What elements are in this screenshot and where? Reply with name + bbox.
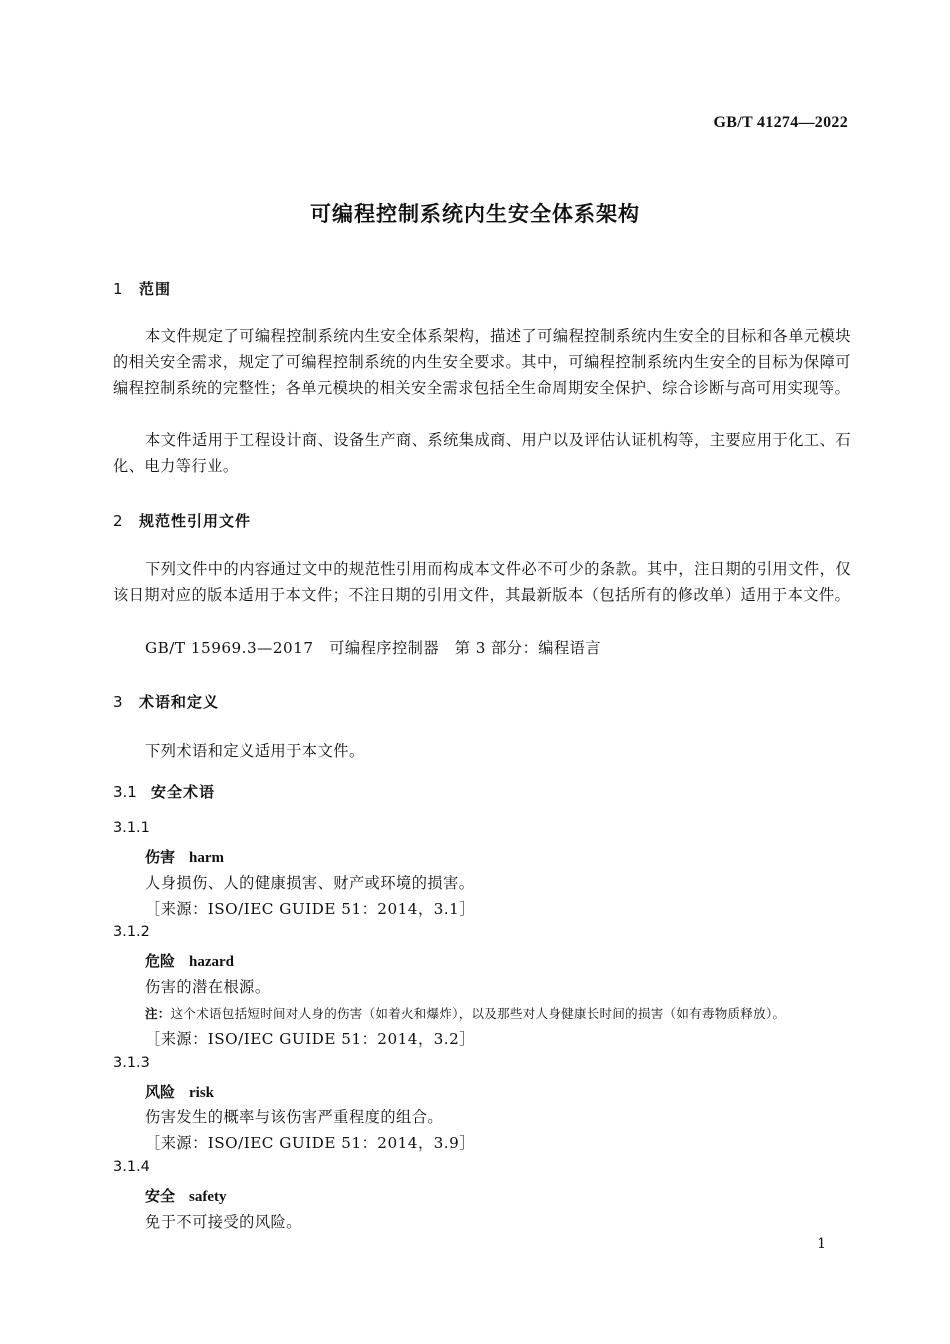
term-number: 3.1.1 <box>113 820 150 836</box>
section-3-heading <box>113 691 219 712</box>
term-source: ［来源：ISO/IEC GUIDE 51：2014，3.9］ <box>145 1134 475 1152</box>
term-definition: 免于不可接受的风险。 <box>145 1213 302 1231</box>
term-en: risk <box>189 1085 215 1101</box>
term-heading <box>145 950 234 971</box>
document-title: 可编程控制系统内生安全体系架构 <box>310 202 640 226</box>
term-definition: 伤害发生的概率与该伤害严重程度的组合。 <box>145 1108 444 1126</box>
term-source: ［来源：ISO/IEC GUIDE 51：2014，3.2］ <box>145 1030 475 1048</box>
term-heading <box>145 846 224 867</box>
paragraph: 下列文件中的内容通过文中的规范性引用而构成本文件必不可少的条款。其中，注日期的引用文件，仅该日期对应的版本适用于本文件；不注日期的引用文件，其最新版本（包括所有的修改单）适用于本文件。 <box>113 560 851 604</box>
term-number: 3.1.3 <box>113 1055 150 1071</box>
term-number: 3.1.4 <box>113 1159 150 1175</box>
term-en: harm <box>189 850 225 866</box>
subsection-3-1-heading <box>113 781 215 802</box>
term-zh: 危险 <box>145 952 176 970</box>
section-number: 1 <box>113 280 123 298</box>
section-2-heading <box>113 510 251 531</box>
term-source: ［来源：ISO/IEC GUIDE 51：2014，3.1］ <box>145 900 475 918</box>
section-title: 术语和定义 <box>139 693 220 711</box>
subsection-title: 安全术语 <box>151 783 216 801</box>
subsection-number: 3.1 <box>113 783 137 801</box>
section-number: 3 <box>113 693 123 711</box>
term-definition: 人身损伤、人的健康损害、财产或环境的损害。 <box>145 874 475 892</box>
section-1-heading <box>113 278 171 299</box>
term-zh: 风险 <box>145 1083 176 1101</box>
section-intro: 下列术语和定义适用于本文件。 <box>145 742 365 760</box>
paragraph: 本文件适用于工程设计商、设备生产商、系统集成商、用户以及评估认证机构等，主要应用于化工、石化、电力等行业。 <box>113 431 851 475</box>
term-heading <box>145 1081 214 1102</box>
note-text: 这个术语包括短时间对人身的伤害（如着火和爆炸），以及那些对人身健康长时间的损害（如有毒物质释放）。 <box>170 1006 786 1021</box>
term-zh: 安全 <box>145 1187 176 1205</box>
section-title: 规范性引用文件 <box>139 512 252 530</box>
term-note <box>145 1004 785 1022</box>
term-definition: 伤害的潜在根源。 <box>145 978 271 996</box>
section-title: 范围 <box>139 280 172 298</box>
paragraph: 本文件规定了可编程控制系统内生安全体系架构，描述了可编程控制系统内生安全的目标和各单元模块的相关安全需求，规定了可编程控制系统的内生安全要求。其中，可编程控制系统内生安全的目标为保障可编程控制系统的完整性；各单元模块的相关安全需求包括全生命周期安全保护、综合诊断与高可用实现等。 <box>113 327 851 397</box>
note-label: 注： <box>145 1006 171 1021</box>
standard-number: GB/T 41274—2022 <box>713 114 848 131</box>
normative-reference: GB/T 15969.3—2017 可编程序控制器 第 3 部分：编程语言 <box>145 639 602 657</box>
term-heading <box>145 1185 227 1206</box>
term-en: safety <box>189 1189 227 1205</box>
term-number: 3.1.2 <box>113 924 150 940</box>
section-number: 2 <box>113 512 123 530</box>
term-zh: 伤害 <box>145 848 176 866</box>
term-en: hazard <box>189 954 235 970</box>
page-number: 1 <box>817 1236 826 1252</box>
